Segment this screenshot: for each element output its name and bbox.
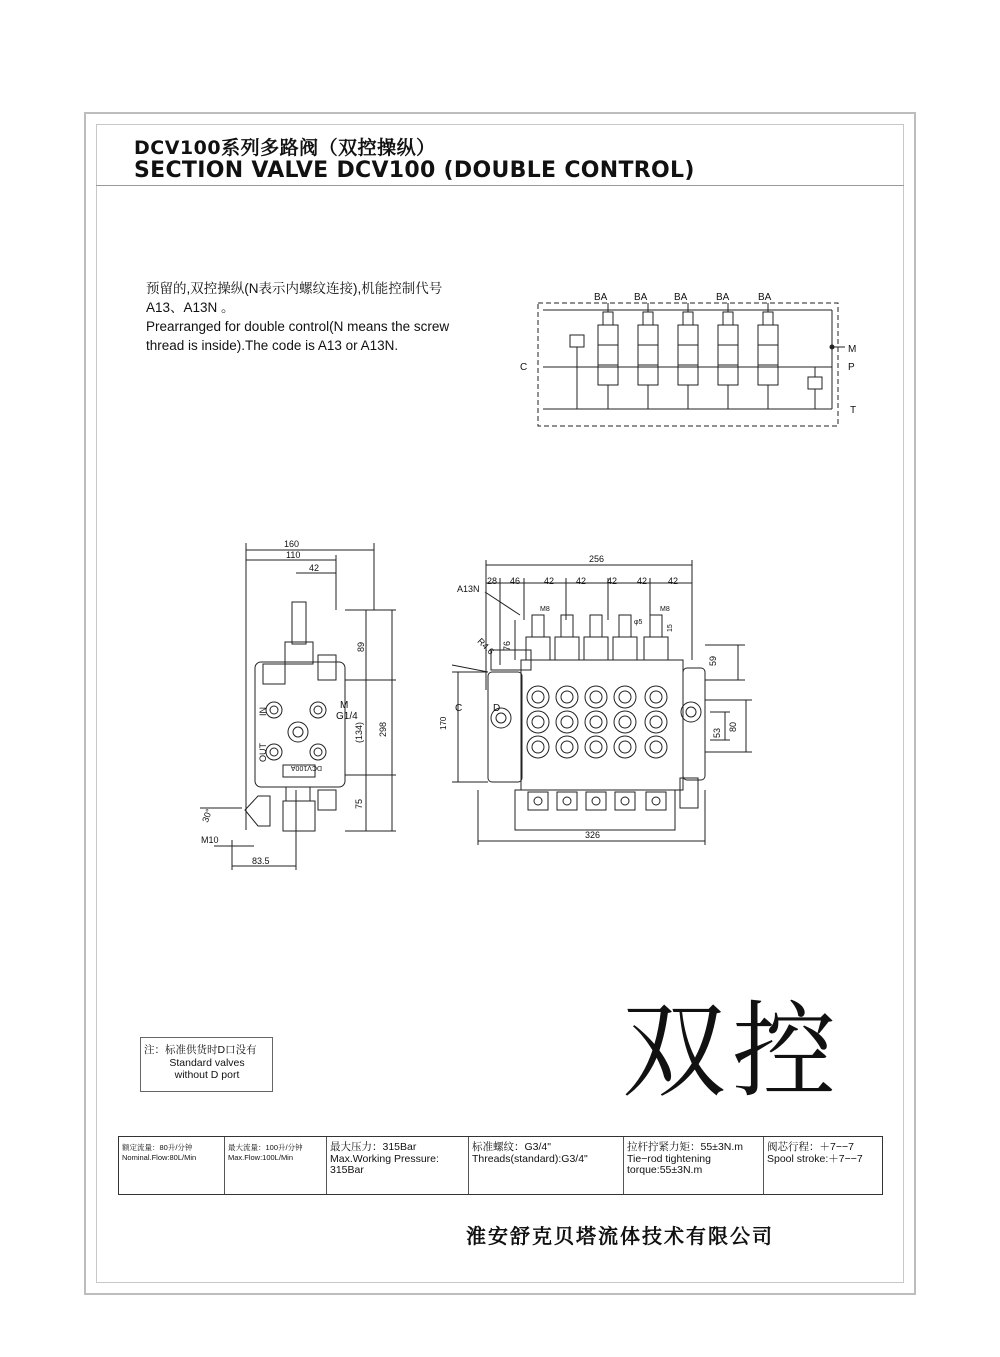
svg-text:42: 42 [607, 576, 618, 586]
svg-text:42: 42 [668, 576, 679, 586]
svg-text:30°: 30° [200, 807, 215, 824]
note-line-2: Standard valves [169, 1056, 245, 1069]
svg-text:170: 170 [439, 716, 448, 730]
port-label: BA [594, 292, 608, 303]
spool-symbol [598, 325, 618, 385]
svg-text:M8: M8 [540, 606, 550, 613]
svg-text:89: 89 [356, 641, 366, 652]
relief-valve-symbol [570, 335, 584, 347]
lever-handle [245, 796, 270, 826]
port-label: BA [674, 292, 688, 303]
hydraulic-schematic [538, 303, 845, 426]
description-line-3: Prearranged for double control(N means the screw [146, 319, 450, 334]
svg-text:G1/4: G1/4 [336, 711, 358, 722]
svg-text:42: 42 [576, 576, 587, 586]
svg-text:28: 28 [487, 576, 498, 586]
svg-text:59: 59 [708, 655, 718, 666]
spool-symbol [718, 325, 738, 385]
svg-text:R4.6: R4.6 [475, 636, 497, 657]
spec-max-flow: 最大流量：100升/分钟 Max.Flow:100L/Min [225, 1137, 327, 1194]
spec-max-pressure: 最大压力：315Bar Max.Working Pressure: 315Bar [327, 1137, 469, 1194]
svg-text:256: 256 [589, 554, 605, 564]
note-box [140, 1037, 273, 1092]
front-view-sections [526, 615, 668, 810]
check-valve-symbol [808, 377, 822, 389]
svg-text:53: 53 [712, 727, 722, 738]
svg-text:C: C [455, 703, 463, 714]
svg-text:A13N: A13N [457, 584, 480, 594]
port-out [266, 744, 282, 760]
svg-text:IN: IN [258, 707, 268, 716]
port-in [266, 702, 282, 718]
description-line-4: thread is inside).The code is A13 or A13N. [146, 338, 399, 353]
valve-section [644, 615, 668, 810]
front-view-labels [439, 554, 738, 840]
description-line-2: A13、A13N 。 [146, 300, 235, 315]
company-name: 淮安舒克贝塔流体技术有限公司 [466, 1224, 774, 1248]
port-label: BA [716, 292, 730, 303]
note-line-3: without D port [174, 1069, 240, 1081]
description-line-1: 预留的,双控操纵(N表示内螺纹连接),机能控制代号 [146, 281, 443, 296]
title-english: SECTION VALVE DCV100 (DOUBLE CONTROL) [134, 158, 695, 183]
valve-section [555, 615, 579, 810]
svg-text:OUT: OUT [258, 743, 268, 762]
title-chinese: DCV100系列多路阀（双控操纵） [134, 137, 436, 159]
svg-text:DCV100A: DCV100A [290, 764, 322, 771]
spec-threads: 标准螺纹：G3/4" Threads(standard):G3/4" [469, 1137, 624, 1194]
svg-text:15: 15 [667, 624, 674, 632]
svg-text:160: 160 [284, 539, 300, 549]
section-body [521, 660, 683, 790]
schematic-sections [598, 303, 778, 409]
spool-symbol [758, 325, 778, 385]
svg-text:M: M [340, 700, 349, 711]
double-control-label: 双控 [622, 990, 843, 1112]
svg-text:80: 80 [728, 721, 738, 732]
spec-spool-stroke: 阀芯行程：＋7−−7 Spool stroke:＋7−−7 [767, 1141, 863, 1165]
svg-text:φ5: φ5 [634, 619, 643, 626]
valve-section [613, 615, 637, 810]
spec-table [118, 1136, 883, 1195]
side-view-labels [200, 539, 388, 866]
svg-text:46: 46 [510, 576, 521, 586]
svg-text:298: 298 [378, 721, 388, 737]
spec-nominal-flow: 额定流量：80升/分钟 Nominal.Flow:80L/Min [119, 1137, 225, 1194]
control-lever [292, 602, 306, 644]
port-label: BA [634, 292, 648, 303]
svg-text:75: 75 [354, 798, 364, 809]
svg-text:83.5: 83.5 [252, 856, 270, 866]
port-label: BA [758, 292, 772, 303]
port-p-label: P [848, 362, 855, 373]
port-c-label: C [520, 362, 528, 373]
spool-symbol [638, 325, 658, 385]
valve-section [584, 615, 608, 810]
svg-text:76: 76 [502, 640, 512, 651]
svg-text:M10: M10 [201, 835, 219, 845]
outlet-section [683, 668, 705, 780]
svg-text:(134): (134) [354, 721, 364, 743]
svg-text:M8: M8 [660, 606, 670, 613]
side-view [200, 543, 396, 870]
spool-symbol [678, 325, 698, 385]
port-m [310, 702, 326, 718]
svg-text:326: 326 [585, 830, 601, 840]
port-t-label: T [850, 405, 857, 416]
svg-text:42: 42 [637, 576, 648, 586]
svg-text:D: D [493, 703, 501, 714]
svg-text:110: 110 [286, 550, 301, 560]
valve-section [526, 615, 550, 810]
port-m-label: M [848, 344, 857, 355]
svg-text:42: 42 [544, 576, 555, 586]
note-line-1: 注：标准供货时D口没有 [144, 1044, 257, 1056]
spec-tie-rod-torque: 拉杆拧紧力矩：55±3N.m Tie−rod tightening torque:55±3N.m [624, 1137, 764, 1194]
svg-text:42: 42 [309, 563, 320, 573]
